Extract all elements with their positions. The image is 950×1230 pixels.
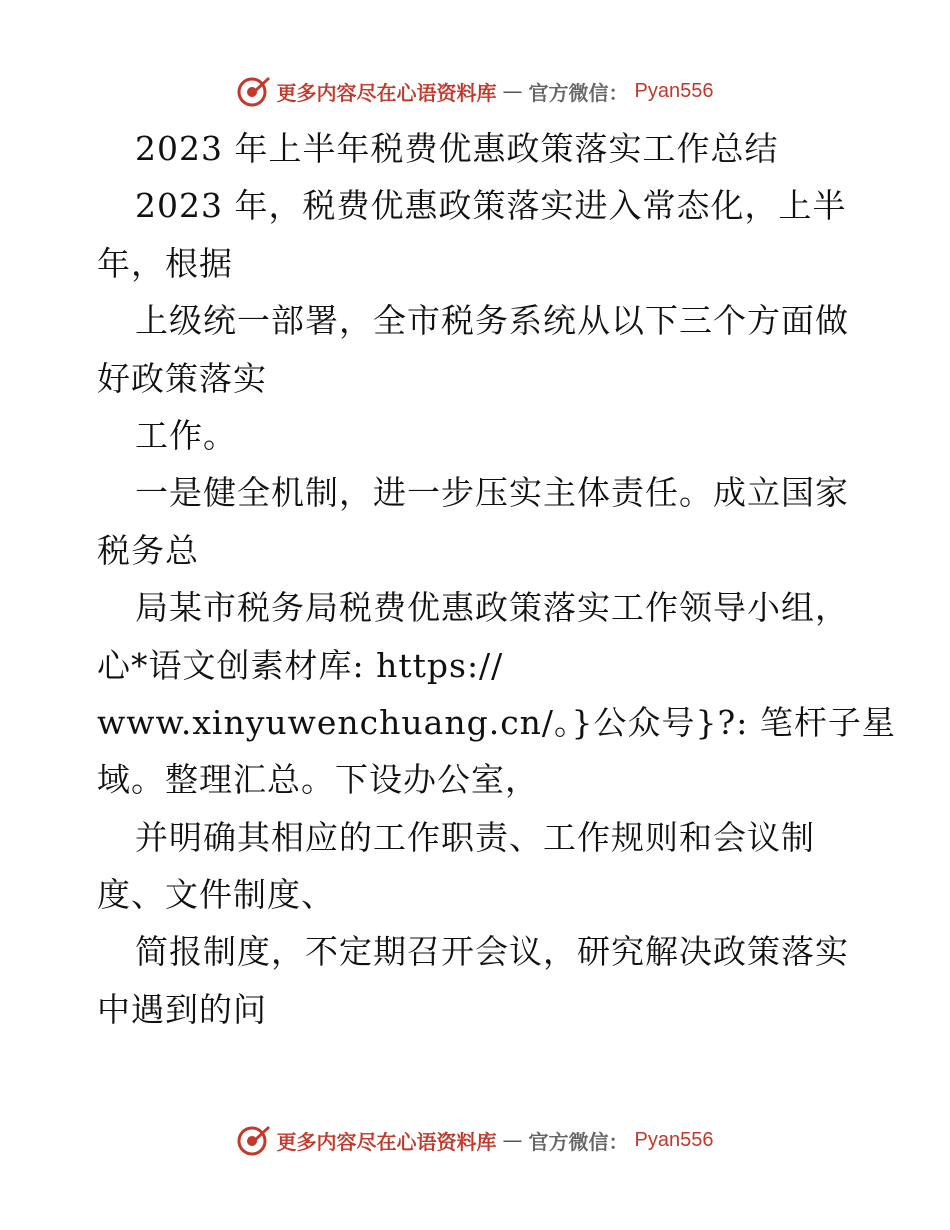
paragraph-line: 局某市税务局税费优惠政策落实工作领导小组，: [135, 588, 849, 628]
paragraph-line: 好政策落实: [97, 358, 267, 398]
header-banner: [0, 71, 950, 111]
header-dash: —: [502, 79, 523, 103]
document-body: [97, 120, 896, 1038]
paragraph-line: 一是健全机制，进一步压实主体责任。成立国家: [135, 473, 849, 513]
paragraph-line: 上级统一部署，全市税务系统从以下三个方面做: [135, 301, 849, 341]
footer-banner: [0, 1120, 950, 1160]
header-official-label: 官方微信：: [528, 80, 629, 105]
pen-nib-circle-icon: [237, 1123, 271, 1157]
paragraph-line: 税务总: [97, 530, 199, 570]
pen-nib-circle-icon: [237, 74, 271, 108]
paragraph-line: 中遇到的问: [97, 989, 267, 1029]
paragraph-line: 年，根据: [97, 243, 233, 283]
document-title: 2023 年上半年税费优惠政策落实工作总结: [135, 129, 779, 168]
paragraph-line: 度、文件制度、: [97, 875, 335, 915]
paragraph-line: 心*语文创素材库: https://: [97, 645, 504, 685]
paragraph-line: 简报制度，不定期召开会议，研究解决政策落实: [135, 932, 849, 972]
paragraph-line: 并明确其相应的工作职责、工作规则和会议制: [135, 817, 815, 857]
paragraph-line: www.xinyuwenchuang.cn/。}公众号}?: 笔杆子星: [97, 702, 896, 742]
footer-dash: —: [502, 1128, 523, 1152]
footer-official-label: 官方微信：: [528, 1129, 629, 1154]
header-brand-text: 更多内容尽在心语资料库: [276, 80, 497, 105]
paragraph-line: 2023 年，税费优惠政策落实进入常态化，上半: [135, 186, 847, 226]
paragraph-line: 域。整理汇总。下设办公室，: [97, 760, 539, 800]
paragraph-line: 工作。: [135, 415, 237, 455]
footer-wechat-id: Pyan556: [634, 1128, 714, 1151]
header-wechat-id: Pyan556: [634, 79, 714, 102]
footer-brand-text: 更多内容尽在心语资料库: [276, 1129, 497, 1154]
